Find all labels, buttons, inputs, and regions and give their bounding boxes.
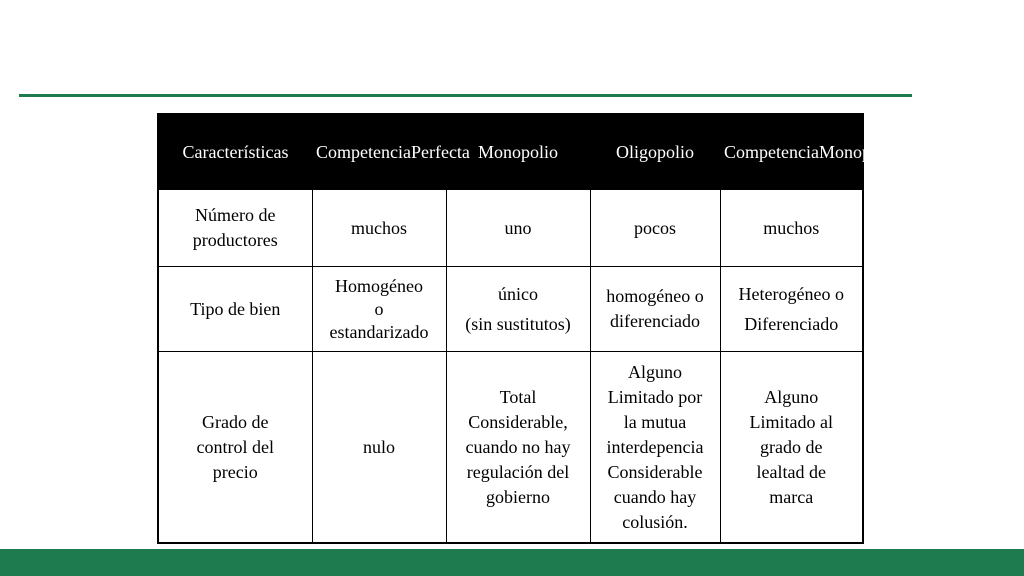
market-structures-table [157,113,923,544]
bottom-accent-band [0,549,1024,576]
cell-text-line: Alguno [764,386,819,407]
table-cell [720,267,863,352]
cell-text-line: cuando hay [613,486,697,507]
cell-text-line: uno [504,217,532,238]
header-oligopolio [590,114,720,190]
cell-text-line: marca [769,486,814,507]
cell-text-line: cuando no hay [465,436,571,457]
row-label-cell [158,267,312,352]
table-cell [312,267,446,352]
cell-text-line: pocos [634,217,676,238]
cell-text-line: precio [212,461,258,482]
cell-text-line: grado de [760,436,823,457]
table-cell [590,352,720,544]
cell-text-line: único [498,284,538,304]
cell-text-line: Monopolio [477,141,558,162]
table-cell [446,352,590,544]
cell-text-line: productores [192,230,278,250]
cell-text-line: lealtad de [756,461,826,482]
cell-text-line: Competencia [724,141,819,162]
cell-text-line: nulo [362,436,395,457]
table-row-tipo-de-bien [158,267,863,352]
table-cell [720,352,863,544]
cell-text-line: Considerable, [468,411,568,432]
cell-text-line: Características [182,141,289,162]
cell-text-line: Número de [195,205,276,225]
table-cell [720,190,863,267]
cell-text-line: muchos [763,217,820,238]
cell-text-line: Competencia [316,141,411,162]
table-cell [446,267,590,352]
row-label-cell [158,190,312,267]
cell-text-line: Oligopolio [615,141,694,162]
header-row [158,114,863,190]
cell-text-line: gobierno [486,486,550,507]
table-cell [312,352,446,544]
cell-text-line: Total [499,386,537,407]
cell-text-line: interdepencia [606,436,704,457]
cell-text-line: Homogéneo [335,275,423,296]
cell-text-line: Limitado al [749,411,833,432]
cell-text-line: muchos [351,217,407,238]
table-cell [590,267,720,352]
top-accent-rule [19,94,912,97]
cell-text-line: estandarizado [329,321,429,342]
cell-text-line: control del [196,436,274,457]
row-label-cell [158,352,312,544]
cell-text-line: Monopolística [818,141,923,162]
table-cell [312,190,446,267]
cell-text-line: la mutua [623,411,687,432]
table-row-numero-productores [158,190,863,267]
cell-text-line: Considerable [607,461,703,482]
cell-text-line: Alguno [628,361,682,382]
table-cell [590,190,720,267]
header-competencia-perfecta [312,114,470,190]
table-cell [446,190,590,267]
header-caracteristicas [158,114,312,190]
cell-text-line: o [374,298,384,319]
cell-text-line: colusión. [622,511,688,532]
table-row-grado-control-precio [158,352,863,544]
cell-text-line: Limitado por [607,386,703,407]
cell-text-line: Diferenciado [744,314,839,334]
header-competencia-monopolistica [720,114,923,190]
cell-text-line: Tipo de bien [190,298,281,319]
cell-text-line: diferenciado [610,311,700,331]
cell-text-line: regulación del [466,461,570,482]
cell-text-line: Heterogéneo o [738,284,844,304]
cell-text-line: (sin sustitutos) [465,314,571,334]
cell-text-line: Grado de [202,411,269,432]
cell-text-line: Perfecta [410,141,470,162]
cell-text-line: homogéneo o [606,286,704,306]
